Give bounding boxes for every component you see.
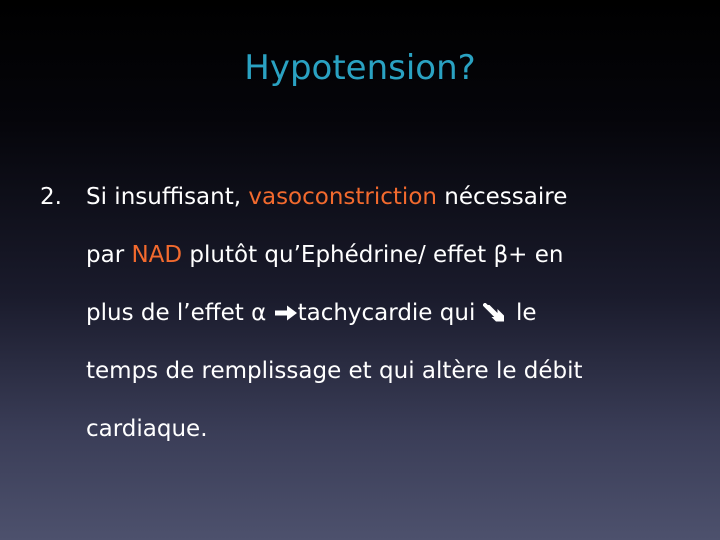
text-line: [86, 342, 700, 400]
text-line: [86, 284, 700, 342]
down-right-arrow-icon: [483, 303, 509, 323]
text-segment: nécessaire: [436, 184, 568, 210]
text-segment: plus de l’effet α: [86, 300, 274, 326]
text-segment: le: [508, 300, 537, 326]
text-segment: cardiaque.: [86, 416, 208, 442]
highlighted-term: vasoconstriction: [248, 184, 437, 210]
text-segment: plutôt qu’Ephédrine/ effet β+ en: [182, 242, 564, 268]
text-segment: Si insuffisant,: [86, 184, 249, 210]
text-line: [86, 400, 700, 458]
right-arrow-icon: [274, 304, 298, 322]
text-segment: par: [86, 242, 132, 268]
text-segment: temps de remplissage et qui altère le débit: [86, 358, 583, 384]
highlighted-term: NAD: [131, 242, 183, 268]
list-item-number: 2.: [40, 184, 62, 210]
slide-title: Hypotension?: [244, 48, 476, 88]
list-item-body: [86, 168, 700, 458]
text-line: [86, 226, 700, 284]
text-segment: tachycardie qui: [297, 300, 483, 326]
text-line: [86, 168, 700, 226]
